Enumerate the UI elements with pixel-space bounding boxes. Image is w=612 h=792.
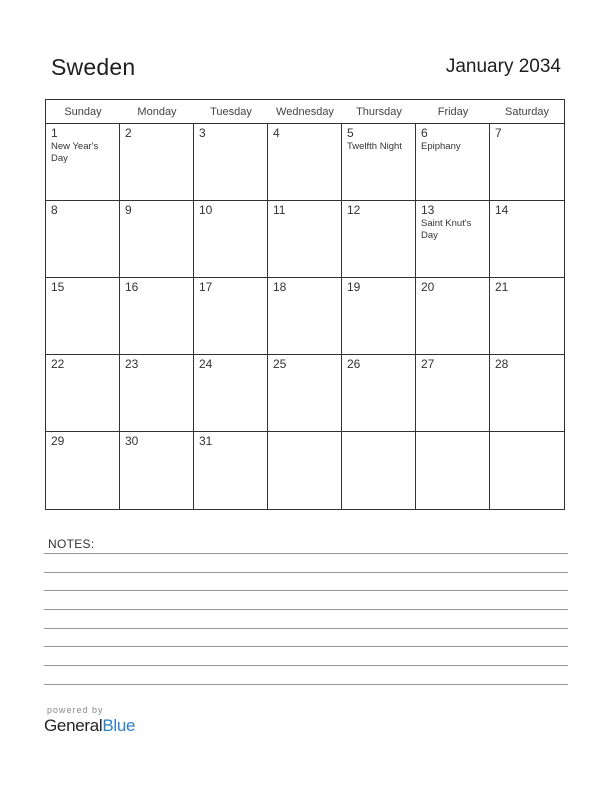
day-number: 23	[125, 357, 139, 371]
day-cell	[46, 201, 120, 278]
note-line	[44, 628, 568, 629]
powered-by-text: powered by	[47, 705, 104, 715]
day-cell	[268, 432, 342, 509]
day-number: 26	[347, 357, 361, 371]
day-cell	[46, 278, 120, 355]
weekday-monday: Monday	[137, 106, 177, 118]
day-number: 11	[273, 203, 286, 217]
day-cell	[490, 432, 564, 509]
day-number: 5	[347, 126, 354, 140]
day-cell	[416, 201, 490, 278]
day-cell	[120, 432, 194, 509]
day-number: 24	[199, 357, 213, 371]
day-number: 15	[51, 280, 65, 294]
day-number: 1	[51, 126, 58, 140]
generalblue-logo[interactable]	[44, 716, 135, 736]
day-cell	[490, 278, 564, 355]
notes-label: NOTES:	[48, 537, 95, 551]
weekday-saturday: Saturday	[504, 106, 550, 118]
day-number: 21	[495, 280, 509, 294]
holiday-label: New Year's Day	[51, 141, 99, 164]
day-cell	[342, 432, 416, 509]
day-cell	[490, 201, 564, 278]
day-cell	[490, 124, 564, 201]
note-line	[44, 609, 568, 610]
day-number: 6	[421, 126, 428, 140]
day-number: 13	[421, 203, 435, 217]
day-cell	[416, 278, 490, 355]
day-number: 28	[495, 357, 509, 371]
note-line	[44, 665, 568, 666]
day-number: 14	[495, 203, 509, 217]
day-cell	[120, 201, 194, 278]
day-number: 9	[125, 203, 132, 217]
weeks-grid	[46, 124, 564, 509]
day-cell	[120, 278, 194, 355]
day-number: 25	[273, 357, 287, 371]
day-number: 16	[125, 280, 139, 294]
day-cell	[46, 355, 120, 432]
day-number: 20	[421, 280, 435, 294]
day-number: 31	[199, 434, 213, 448]
day-number: 18	[273, 280, 287, 294]
day-cell	[268, 124, 342, 201]
holiday-label: Twelfth Night	[347, 141, 402, 152]
note-line	[44, 590, 568, 591]
day-number: 2	[125, 126, 132, 140]
day-number: 7	[495, 126, 502, 140]
day-number: 4	[273, 126, 280, 140]
day-number: 17	[199, 280, 213, 294]
weekday-friday: Friday	[437, 106, 469, 118]
day-cell	[120, 124, 194, 201]
day-number: 3	[199, 126, 206, 140]
day-number: 10	[199, 203, 213, 217]
day-cell	[120, 355, 194, 432]
day-cell	[342, 124, 416, 201]
day-cell	[194, 124, 268, 201]
day-cell	[194, 432, 268, 509]
holiday-label: Saint Knut's Day	[421, 218, 472, 241]
brand-general-text: General	[44, 716, 103, 735]
day-cell	[268, 355, 342, 432]
day-cell	[46, 124, 120, 201]
day-number: 12	[347, 203, 361, 217]
day-number: 27	[421, 357, 435, 371]
country-title: Sweden	[51, 54, 136, 80]
holiday-label: Epiphany	[421, 141, 461, 152]
day-cell	[490, 355, 564, 432]
weekday-wednesday: Wednesday	[276, 106, 334, 118]
weekday-tuesday: Tuesday	[210, 106, 252, 118]
month-year-title: January 2034	[445, 56, 561, 77]
brand-blue-text: Blue	[102, 716, 136, 735]
day-number: 22	[51, 357, 65, 371]
day-cell	[416, 432, 490, 509]
weekday-thursday: Thursday	[356, 106, 402, 118]
weekday-sunday: Sunday	[64, 106, 102, 118]
day-cell	[46, 432, 120, 509]
day-number: 8	[51, 203, 58, 217]
day-cell	[342, 278, 416, 355]
note-line	[44, 646, 568, 647]
note-line	[44, 553, 568, 554]
day-cell	[416, 355, 490, 432]
note-line	[44, 572, 568, 573]
day-cell	[194, 355, 268, 432]
day-cell	[194, 278, 268, 355]
day-cell	[194, 201, 268, 278]
day-cell	[342, 201, 416, 278]
calendar-grid	[45, 99, 565, 510]
note-line	[44, 684, 568, 685]
day-cell	[416, 124, 490, 201]
day-cell	[342, 355, 416, 432]
weekday-header-row	[46, 100, 564, 124]
day-number: 29	[51, 434, 65, 448]
day-cell	[268, 278, 342, 355]
day-number: 19	[347, 280, 361, 294]
day-number: 30	[125, 434, 139, 448]
day-cell	[268, 201, 342, 278]
